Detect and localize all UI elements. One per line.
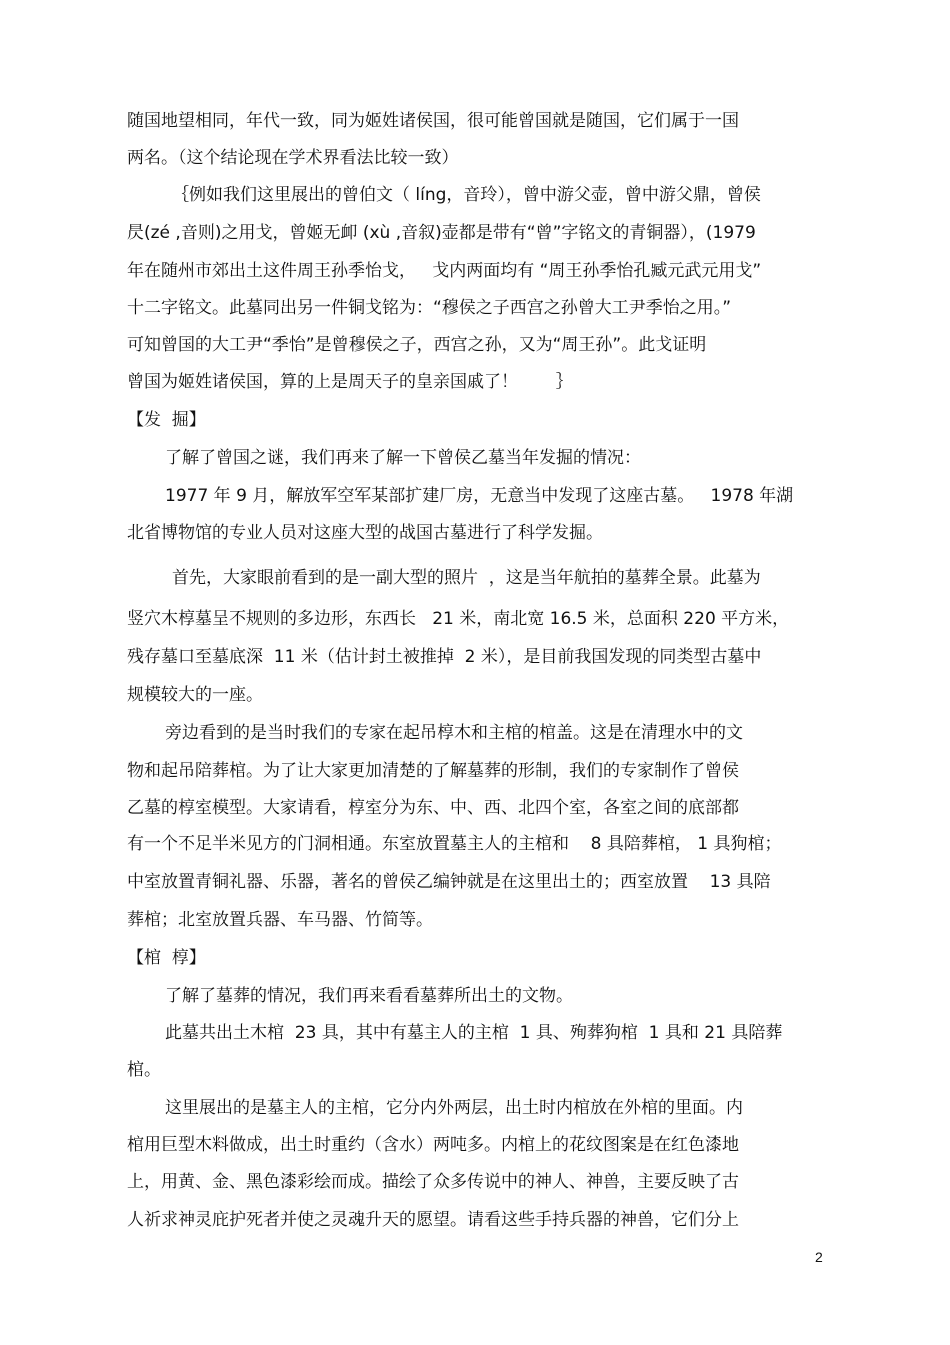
text-line: 1977 年 9 月，解放军空军某部扩建厂房，无意当中发现了这座古墓。 1978 年湖 <box>165 486 794 506</box>
text-line: 葬棺；北室放置兵器、车马器、竹简等。 <box>127 910 433 930</box>
text-line: 曾国为姬姓诸侯国，算的上是周天子的皇亲国戚了！ ｝ <box>127 372 573 392</box>
text-line: 残存墓口至墓底深 11 米（估计封土被推掉 2 米），是目前我国发现的同类型古墓中 <box>127 647 762 667</box>
text-line: 北省博物馆的专业人员对这座大型的战国古墓进行了科学发掘。 <box>127 523 603 543</box>
text-line: 上，用黄、金、黑色漆彩绘而成。描绘了众多传说中的神人、神兽，主要反映了古 <box>127 1172 739 1192</box>
text-line: 十二字铭文。此墓同出另一件铜戈铭为：“穆侯之子西宫之孙曾大工尹季怡之用。” <box>127 298 732 318</box>
text-line: 人祈求神灵庇护死者并使之灵魂升天的愿望。请看这些手持兵器的神兽，它们分上 <box>127 1210 739 1230</box>
section-heading: 【棺 椁】 <box>127 948 206 968</box>
text-line: 随国地望相同，年代一致，同为姬姓诸侯国，很可能曾国就是随国，它们属于一国 <box>127 111 739 131</box>
text-line: ｛例如我们这里展出的曾伯文（ líng，音玲），曾中游父壶，曾中游父鼎，曾侯 <box>172 185 761 205</box>
section-heading: 【发 掘】 <box>127 410 206 430</box>
text-line: 年在随州市郊出土这件周王孙季怡戈， 戈内两面均有 “周王孙季怡孔臧元武元用戈” <box>127 261 762 281</box>
text-line: 两名。（这个结论现在学术界看法比较一致） <box>127 148 459 168</box>
text-line: 这里展出的是墓主人的主棺，它分内外两层，出土时内棺放在外棺的里面。内 <box>165 1098 743 1118</box>
text-line: 竖穴木椁墓呈不规则的多边形，东西长 21 米，南北宽 16.5 米，总面积 220 平方米， <box>127 609 790 629</box>
page-number: 2 <box>815 1249 823 1265</box>
text-line: 棺用巨型木料做成，出土时重约（含水）两吨多。内棺上的花纹图案是在红色漆地 <box>127 1135 739 1155</box>
text-line: 规模较大的一座。 <box>127 685 263 705</box>
text-line: 旁边看到的是当时我们的专家在起吊椁木和主棺的棺盖。这是在清理水中的文 <box>165 723 743 743</box>
text-line: 有一个不足半米见方的门洞相通。东室放置墓主人的主棺和 8 具陪葬棺， 1 具狗棺； <box>127 834 782 854</box>
text-line: 昃(zé ,音则)之用戈，曾姬无卹 (xù ,音叙)壶都是带有“曾”字铭文的青铜器），(1979 <box>127 223 756 243</box>
text-line: 物和起吊陪葬棺。为了让大家更加清楚的了解墓葬的形制，我们的专家制作了曾侯 <box>127 761 739 781</box>
text-line: 棺。 <box>127 1060 161 1080</box>
text-line: 乙墓的椁室模型。大家请看，椁室分为东、中、西、北四个室，各室之间的底部都 <box>127 798 739 818</box>
text-line: 了解了墓葬的情况，我们再来看看墓葬所出土的文物。 <box>165 986 573 1006</box>
text-line: 首先，大家眼前看到的是一副大型的照片 ，这是当年航拍的墓葬全景。此墓为 <box>172 568 761 588</box>
text-line: 中室放置青铜礼器、乐器，著名的曾侯乙编钟就是在这里出土的；西室放置 13 具陪 <box>127 872 771 892</box>
text-line: 可知曾国的大工尹“季怡”是曾穆侯之子，西宫之孙，又为“周王孙”。此戈证明 <box>127 335 707 355</box>
text-line: 了解了曾国之谜，我们再来了解一下曾侯乙墓当年发掘的情况： <box>165 448 641 468</box>
text-line: 此墓共出土木棺 23 具，其中有墓主人的主棺 1 具、殉葬狗棺 1 具和 21 具陪葬 <box>165 1023 783 1043</box>
